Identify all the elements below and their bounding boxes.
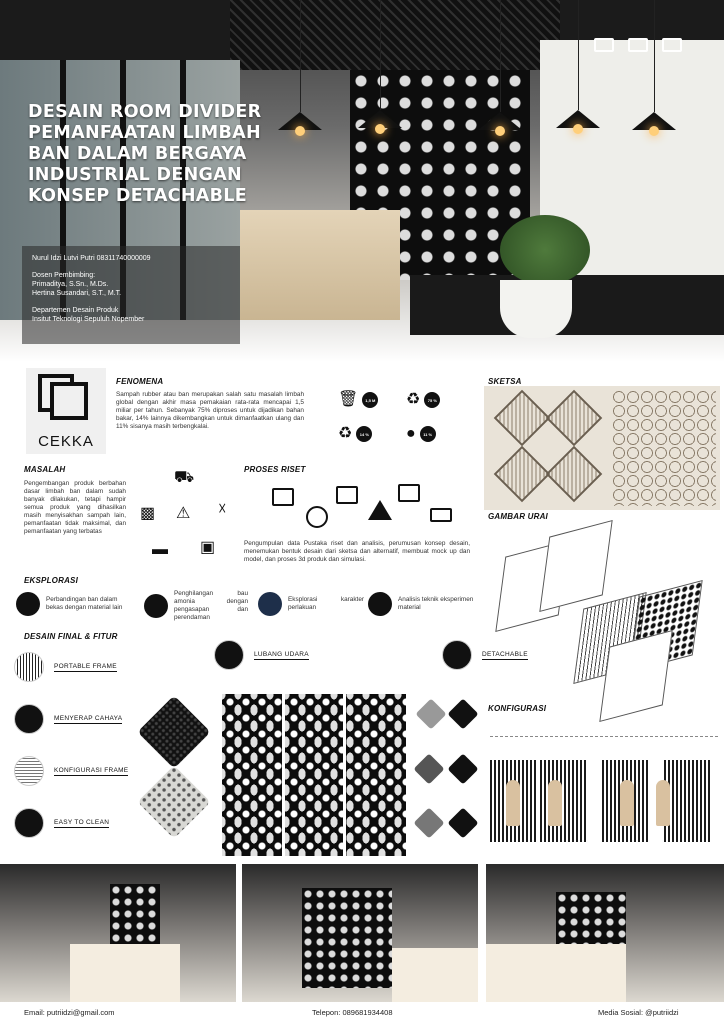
pendant-lamp-icon [556, 110, 600, 128]
frame-detail-icon [14, 652, 44, 682]
advisor-label: Dosen Pembimbing: [32, 272, 96, 279]
detachable-module [413, 753, 444, 784]
module-dark-diamond [137, 695, 211, 769]
exploration-text: Eksplorasi karakter perlakuan [288, 596, 364, 611]
detachable-module [447, 807, 478, 838]
title-line: BAN DALAM BERGAYA [28, 144, 247, 164]
title-line: DESAIN ROOM DIVIDER [28, 102, 262, 122]
room-divider-product [222, 694, 406, 856]
detachable-icon [442, 640, 472, 670]
model-icon [398, 484, 420, 502]
footer [0, 1004, 724, 1024]
exploration-text: Analisis teknik eksperimen material [398, 596, 474, 611]
recycle-icon: ♻ [406, 391, 421, 408]
detachable-module [447, 698, 478, 729]
configuration-diagram [486, 724, 722, 850]
title-line: KONSEP DETACHABLE [28, 186, 247, 206]
its-logo-icon [594, 38, 614, 52]
advisor-name: Hertina Susandari, S.T., M.T. [32, 290, 122, 297]
feature-detachable [442, 640, 528, 670]
wallet-icon: ▬ [152, 541, 168, 558]
monitor-icon [430, 508, 452, 522]
proses-riset-heading: PROSES RISET [244, 465, 306, 474]
feature-air-hole [214, 640, 309, 670]
department: Departemen Desain Produk [32, 307, 119, 314]
exploration-item [368, 592, 484, 616]
desain-final-heading: DESAIN FINAL & FITUR [24, 632, 118, 641]
eksplorasi-heading: EKSPLORASI [24, 576, 79, 585]
material-sample-icon [368, 592, 392, 616]
feature-label: LUBANG UDARA [254, 650, 309, 658]
sketch-board [484, 386, 720, 510]
title-line: PEMANFAATAN LIMBAH [28, 123, 261, 143]
person-figure [620, 780, 634, 826]
frame-part [539, 520, 612, 612]
masalah-heading: MASALAH [24, 465, 66, 474]
feature-easy-clean [14, 808, 109, 838]
brand-name: CEKKA [38, 433, 94, 450]
masalah-text: Pengembangan produk berbahan dasar limbah ban dalam sudah banyak dilakukan, tetapi hampir semua produk yang dihasilkan masih menyisakhan sampah lain, pemanfaatan tidak maksimal, dan pemanfaatan yang terbatas [24, 480, 126, 535]
detachable-module [415, 698, 446, 729]
person-figure [506, 780, 520, 826]
gambar-urai-heading: GAMBAR URAI [488, 512, 548, 521]
ceiling-mesh [230, 0, 560, 70]
footer-phone: Telepon: 089681934408 [312, 1008, 393, 1017]
exploration-text: Perbandingan ban dalam bekas dengan material lain [46, 596, 123, 611]
material-sample-icon [144, 594, 168, 618]
exploration-item [258, 592, 364, 616]
material-sample-icon [258, 592, 282, 616]
feature-label: KONFIGURASI FRAME [54, 766, 129, 774]
research-flow [244, 478, 474, 538]
advisor-name: Primaditya, S.Sn., M.Ds. [32, 281, 109, 288]
module-light-diamond [137, 765, 211, 839]
truck-icon: ⛟ [174, 469, 195, 486]
sketsa-heading: SKETSA [488, 377, 522, 386]
institution-logos [594, 38, 682, 52]
clean-detail-icon [14, 808, 44, 838]
config-option [664, 760, 712, 842]
feature-portable-frame [14, 652, 117, 682]
person-figure [548, 780, 562, 826]
bin-icon: ♻ [338, 425, 353, 442]
fenomena-stats [338, 392, 466, 452]
analysis-icon [306, 506, 328, 528]
institute: Insitut Teknologi Sepuluh Nopember [32, 316, 145, 323]
cekka-logo [26, 368, 106, 454]
plant-pot [500, 280, 572, 338]
author-name: Nurul Idzi Lutvi Putri 08311740000009 [32, 255, 151, 262]
exploration-item [16, 592, 132, 616]
feature-absorb-light [14, 704, 122, 734]
pendant-lamp-icon [632, 112, 676, 130]
person-figure [656, 780, 670, 826]
detachable-module [413, 807, 444, 838]
footer-email: Email: putriidzi@gmail.com [24, 1008, 115, 1017]
detachable-module [447, 753, 478, 784]
konfigurasi-heading: KONFIGURASI [488, 704, 547, 713]
chair-icon: ☓ [218, 501, 227, 518]
fenomena-text: Sampah rubber atau ban merupakan salah satu masalah limbah global dengan akhir masa pemakaian rata-rata mencapai 1,5 miliar per tahun. Sebanyak 75% diproses untuk dijadikan bahan bakar, 14% lainnya dikembangkan untuk dimanfaatkan ulang dan 11% sisanya masih terbengkalai. [116, 391, 304, 430]
air-hole-icon [214, 640, 244, 670]
bag-icon: ▣ [200, 539, 216, 556]
render-image [486, 864, 724, 1002]
problem-icons [138, 470, 238, 560]
feature-label: PORTABLE FRAME [54, 662, 117, 670]
material-sample-icon [16, 592, 40, 616]
fenomena-heading: FENOMENA [116, 377, 164, 386]
book-icon [272, 488, 294, 506]
sketch-pattern [612, 390, 716, 506]
author-info [22, 246, 240, 344]
feature-label: DETACHABLE [482, 650, 528, 658]
proses-riset-text: Pengumpulan data Pustaka riset dan analisis, perumusan konsep desain, menemukan bentuk desain dari sketsa dan alternatif, membuat mock up dan model, dan proses 3d produk dan simulasi. [244, 540, 470, 563]
wooden-counter [240, 210, 400, 320]
render-image [0, 864, 236, 1002]
chart-icon [336, 486, 358, 504]
stat-badge: 1,5 M [362, 392, 378, 408]
warning-icon: ⚠ [176, 505, 191, 522]
trash-icon: 🗑 [338, 391, 359, 408]
stat-badge: 14 % [356, 426, 372, 442]
product-design-logo-icon [662, 38, 682, 52]
feature-label: EASY TO CLEAN [54, 818, 110, 826]
exploration-item [144, 590, 248, 622]
plant-icon [500, 215, 590, 285]
render-image [242, 864, 478, 1002]
sketch-tool-icon [368, 500, 392, 520]
design-dept-logo-icon [628, 38, 648, 52]
frame-detail-icon [14, 756, 44, 786]
exploded-view [484, 520, 720, 700]
render-gallery [0, 864, 724, 1002]
footer-social: Media Sosial: @putriidzi [598, 1008, 679, 1017]
stat-badge: 75 % [424, 392, 440, 408]
jerrycan-icon: ▩ [140, 505, 156, 522]
poster-title [28, 102, 328, 207]
feature-label: MENYERAP CAHAYA [54, 714, 123, 722]
pendant-lamp-icon [478, 112, 522, 130]
title-line: INDUSTRIAL DENGAN [28, 165, 242, 185]
exploration-text: Penghilangan bau amonia dengan pengasapan dan perendaman [174, 590, 248, 621]
pendant-lamp-icon [358, 110, 402, 128]
rubber-detail-icon [14, 704, 44, 734]
stat-badge: 11 % [420, 426, 436, 442]
feature-frame-config [14, 756, 128, 786]
tires-icon: ● [406, 425, 416, 442]
